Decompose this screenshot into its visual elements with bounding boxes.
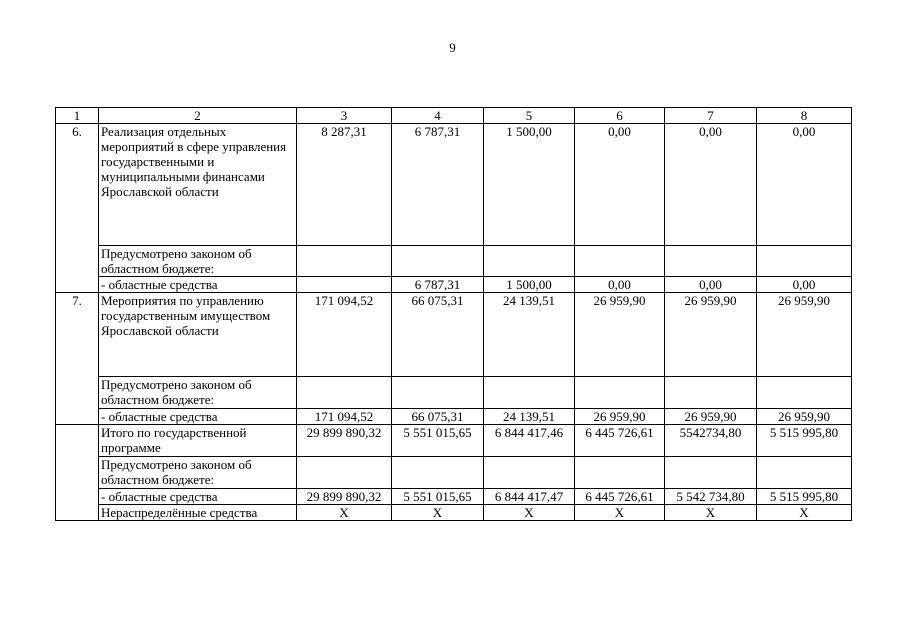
table-row bbox=[56, 377, 852, 409]
value-cell bbox=[484, 246, 575, 277]
value-cell bbox=[297, 457, 392, 489]
value-cell: Х bbox=[297, 505, 392, 521]
regional-label: - областные средства bbox=[99, 409, 297, 425]
table-row bbox=[56, 293, 852, 377]
value-cell: 1 500,00 bbox=[484, 277, 575, 293]
value-cell: 171 094,52 bbox=[297, 409, 392, 425]
value-cell: 0,00 bbox=[757, 277, 852, 293]
header-cell: 3 bbox=[297, 108, 392, 124]
value-cell bbox=[392, 246, 484, 277]
value-cell: Х bbox=[575, 505, 665, 521]
value-cell bbox=[575, 457, 665, 489]
value-cell: 1 500,00 bbox=[484, 124, 575, 246]
value-cell: 8 287,31 bbox=[297, 124, 392, 246]
table-row bbox=[56, 505, 852, 521]
header-row bbox=[56, 108, 852, 124]
value-cell: 26 959,90 bbox=[757, 409, 852, 425]
value-cell: 26 959,90 bbox=[575, 409, 665, 425]
value-cell: 6 787,31 bbox=[392, 277, 484, 293]
value-cell bbox=[484, 377, 575, 409]
value-cell: 66 075,31 bbox=[392, 409, 484, 425]
provided-label: Предусмотрено законом об областном бюджете: bbox=[99, 246, 297, 277]
value-cell: Х bbox=[757, 505, 852, 521]
value-cell: Х bbox=[392, 505, 484, 521]
total-title: Итого по государственной программе bbox=[99, 425, 297, 457]
value-cell bbox=[757, 377, 852, 409]
value-cell bbox=[665, 246, 757, 277]
table-row bbox=[56, 489, 852, 505]
value-cell: 6 844 417,47 bbox=[484, 489, 575, 505]
value-cell: 0,00 bbox=[665, 124, 757, 246]
measure-title: Реализация отдельных мероприятий в сфере управления государственными и муниципальными финансами Ярославской области bbox=[99, 124, 297, 246]
value-cell: 5 515 995,80 bbox=[757, 425, 852, 457]
provided-label: Предусмотрено законом об областном бюджете: bbox=[99, 377, 297, 409]
value-cell bbox=[392, 377, 484, 409]
budget-table bbox=[55, 107, 852, 521]
value-cell: 6 787,31 bbox=[392, 124, 484, 246]
value-cell: 26 959,90 bbox=[665, 293, 757, 377]
value-cell: 26 959,90 bbox=[665, 409, 757, 425]
unallocated-label: Нераспределённые средства bbox=[99, 505, 297, 521]
value-cell bbox=[392, 457, 484, 489]
value-cell: Х bbox=[484, 505, 575, 521]
table-row bbox=[56, 277, 852, 293]
table-row bbox=[56, 457, 852, 489]
measure-title: Мероприятия по управлению государственным имуществом Ярославской области bbox=[99, 293, 297, 377]
table-row bbox=[56, 409, 852, 425]
header-cell: 7 bbox=[665, 108, 757, 124]
value-cell bbox=[575, 246, 665, 277]
header-cell: 2 bbox=[99, 108, 297, 124]
value-cell: Х bbox=[665, 505, 757, 521]
value-cell: 5 515 995,80 bbox=[757, 489, 852, 505]
provided-label: Предусмотрено законом об областном бюджете: bbox=[99, 457, 297, 489]
table-row bbox=[56, 124, 852, 246]
row-number bbox=[56, 425, 99, 521]
value-cell: 171 094,52 bbox=[297, 293, 392, 377]
row-number: 6. bbox=[56, 124, 99, 293]
value-cell: 24 139,51 bbox=[484, 293, 575, 377]
value-cell: 5 551 015,65 bbox=[392, 425, 484, 457]
value-cell: 6 844 417,46 bbox=[484, 425, 575, 457]
value-cell: 0,00 bbox=[575, 124, 665, 246]
value-cell: 5 551 015,65 bbox=[392, 489, 484, 505]
header-cell: 4 bbox=[392, 108, 484, 124]
header-cell: 8 bbox=[757, 108, 852, 124]
value-cell: 26 959,90 bbox=[757, 293, 852, 377]
page-number: 9 bbox=[449, 40, 456, 55]
value-cell bbox=[484, 457, 575, 489]
value-cell bbox=[297, 277, 392, 293]
table-row bbox=[56, 425, 852, 457]
table-row bbox=[56, 246, 852, 277]
value-cell: 5 542 734,80 bbox=[665, 489, 757, 505]
value-cell: 66 075,31 bbox=[392, 293, 484, 377]
header-cell: 6 bbox=[575, 108, 665, 124]
row-number: 7. bbox=[56, 293, 99, 425]
value-cell: 0,00 bbox=[575, 277, 665, 293]
value-cell bbox=[757, 457, 852, 489]
value-cell: 29 899 890,32 bbox=[297, 489, 392, 505]
regional-label: - областные средства bbox=[99, 489, 297, 505]
value-cell: 24 139,51 bbox=[484, 409, 575, 425]
value-cell bbox=[665, 457, 757, 489]
value-cell bbox=[757, 246, 852, 277]
value-cell: 0,00 bbox=[757, 124, 852, 246]
regional-label: - областные средства bbox=[99, 277, 297, 293]
value-cell bbox=[665, 377, 757, 409]
value-cell: 26 959,90 bbox=[575, 293, 665, 377]
value-cell bbox=[297, 246, 392, 277]
header-cell: 5 bbox=[484, 108, 575, 124]
value-cell: 6 445 726,61 bbox=[575, 425, 665, 457]
header-cell: 1 bbox=[56, 108, 99, 124]
value-cell: 0,00 bbox=[665, 277, 757, 293]
value-cell: 29 899 890,32 bbox=[297, 425, 392, 457]
value-cell: 5542734,80 bbox=[665, 425, 757, 457]
value-cell bbox=[297, 377, 392, 409]
value-cell bbox=[575, 377, 665, 409]
value-cell: 6 445 726,61 bbox=[575, 489, 665, 505]
